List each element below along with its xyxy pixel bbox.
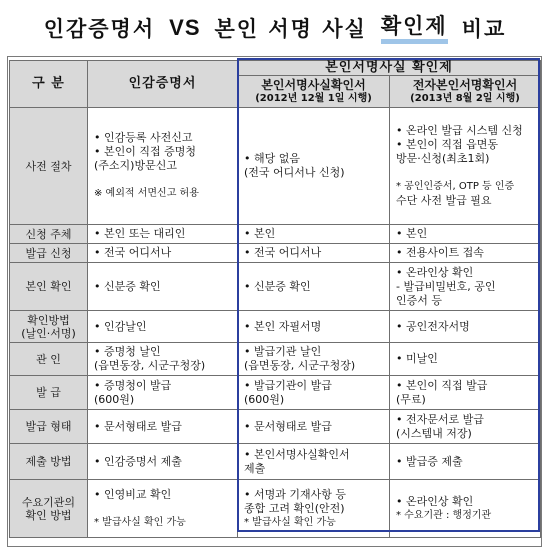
paper-line: • 문서형태로 발급 <box>244 419 332 433</box>
paper-line: (600원) <box>244 392 285 406</box>
electronic-line: • 온라인상 확인 <box>396 494 474 508</box>
seal-line: • 본인이 직접 증명청 <box>94 145 196 158</box>
category-line: 발급 신청 <box>25 246 72 260</box>
cell-category <box>10 343 88 376</box>
cell-seal <box>88 410 238 444</box>
paper-line: 종합 고려 확인(안전) <box>244 501 345 515</box>
category-line: 제출 방법 <box>25 455 72 468</box>
paper-line: • 발급기관 날인 <box>244 345 322 358</box>
title-highlight: 확인제 <box>381 13 448 44</box>
title-part-seal: 인감증명서 <box>43 16 156 41</box>
paper-line: • 본인 자필서명 <box>244 319 322 333</box>
paper-line: (전국 어디서나 신청) <box>244 166 345 179</box>
cell-seal <box>88 480 238 538</box>
electronic-line: • 온라인 발급 시스템 신청 <box>396 124 523 137</box>
paper-line: • 신분증 확인 <box>244 279 311 293</box>
seal-line: • 문서형태로 발급 <box>94 419 182 433</box>
cell-category <box>10 311 88 343</box>
electronic-line: * 수요기관 : 행정기관 <box>396 509 492 521</box>
title-part-signature: 본인 서명 사실 <box>214 16 367 41</box>
paper-line: • 전국 어디서나 <box>244 246 322 259</box>
seal-line <box>94 502 231 516</box>
electronic-line: - 발급비밀번호, 공인 <box>396 279 496 293</box>
paper-line: • 발급기관이 발급 <box>244 378 332 392</box>
electronic-line: • 본인이 직접 발급 <box>396 378 488 392</box>
category-line: 확인 방법 <box>25 508 72 522</box>
seal-line: • 증명청이 발급 <box>94 378 172 392</box>
seal-line: • 증명청 날인 <box>94 345 161 358</box>
paper-line: 제출 <box>244 461 266 475</box>
category-line: 관 인 <box>36 352 61 366</box>
paper-line: • 본인 <box>244 227 276 240</box>
cell-category <box>10 444 88 480</box>
header-seal-certificate: 인감증명서 <box>88 61 238 108</box>
electronic-line: 인증서 등 <box>396 293 443 307</box>
header-category: 구 분 <box>10 61 88 108</box>
seal-line: • 전국 어디서나 <box>94 246 172 259</box>
cell-seal <box>88 444 238 480</box>
header-signature-group: 본인서명사실 확인제 <box>238 61 541 76</box>
header-electronic-title: 전자본인서명확인서 <box>412 78 518 92</box>
electronic-line: • 본인 <box>396 227 428 240</box>
category-line: 사전 절차 <box>25 159 72 173</box>
electronic-line: 방문·신청(최초1회) <box>396 152 490 165</box>
cell-category <box>10 225 88 244</box>
electronic-line: (무료) <box>396 392 426 406</box>
paper-line: (읍면동장, 시군구청장) <box>244 359 356 372</box>
electronic-line: • 온라인상 확인 <box>396 265 474 279</box>
electronic-line: • 미날인 <box>396 352 438 365</box>
paper-line: • 해당 없음 <box>244 152 300 165</box>
page-title <box>0 6 550 50</box>
seal-line: • 인영비교 확인 <box>94 487 172 501</box>
header-paper-date: (2012년 12월 1일 시행) <box>255 93 372 104</box>
cell-category <box>10 480 88 538</box>
title-vs: VS <box>169 15 201 40</box>
header-paper-title: 본인서명사실확인서 <box>261 78 366 92</box>
category-line: 발 급 <box>36 386 61 399</box>
electronic-line: • 전자문서로 발급 <box>396 412 484 426</box>
cell-seal <box>88 263 238 311</box>
cell-category <box>10 410 88 444</box>
electronic-line: • 공인전자서명 <box>396 319 470 333</box>
electronic-line: • 본인이 직접 읍면동 <box>396 138 498 151</box>
seal-line: ※ 예외적 서면신고 허용 <box>94 188 199 199</box>
cell-seal <box>88 343 238 376</box>
signature-group-highlight-box <box>237 58 540 532</box>
seal-line: * 발급사실 확인 가능 <box>94 516 186 528</box>
category-line: (날인·서명) <box>21 326 76 340</box>
electronic-line: (시스템내 저장) <box>396 426 472 440</box>
cell-seal <box>88 108 238 225</box>
paper-line: • 본인서명사실확인서 <box>244 447 350 461</box>
cell-seal <box>88 376 238 410</box>
seal-line: • 본인 또는 대리인 <box>94 227 186 240</box>
title-part-compare: 비교 <box>461 16 507 41</box>
seal-line: • 인감등록 사전신고 <box>94 131 193 144</box>
category-line: 확인방법 <box>27 313 70 327</box>
category-line: 본인 확인 <box>25 280 72 293</box>
seal-line <box>94 173 231 187</box>
paper-line: • 서명과 기재사항 등 <box>244 487 346 501</box>
cell-category <box>10 263 88 311</box>
electronic-line: • 전용사이트 접속 <box>396 246 484 259</box>
cell-seal <box>88 244 238 263</box>
category-line: 수요기관의 <box>21 495 76 509</box>
category-line: 신청 주체 <box>25 227 72 241</box>
seal-line: (주소지)방문신고 <box>94 159 177 172</box>
header-electronic-date: (2013년 8월 2일 시행) <box>410 93 520 104</box>
cell-category <box>10 376 88 410</box>
seal-line: • 인감날인 <box>94 319 147 333</box>
cell-seal <box>88 311 238 343</box>
electronic-line: • 발급증 제출 <box>396 454 463 468</box>
electronic-line: 수단 사전 발급 필요 <box>396 194 492 207</box>
paper-line: * 발급사실 확인 가능 <box>244 516 336 528</box>
cell-seal <box>88 225 238 244</box>
seal-line: • 인감증명서 제출 <box>94 454 182 468</box>
seal-line: • 신분증 확인 <box>94 279 161 293</box>
cell-category <box>10 108 88 225</box>
seal-line: (읍면동장, 시군구청장) <box>94 359 206 372</box>
electronic-line: * 공인인증서, OTP 등 인증 <box>396 181 515 192</box>
category-line: 발급 형태 <box>25 420 72 433</box>
cell-category <box>10 244 88 263</box>
seal-line: (600원) <box>94 392 135 406</box>
